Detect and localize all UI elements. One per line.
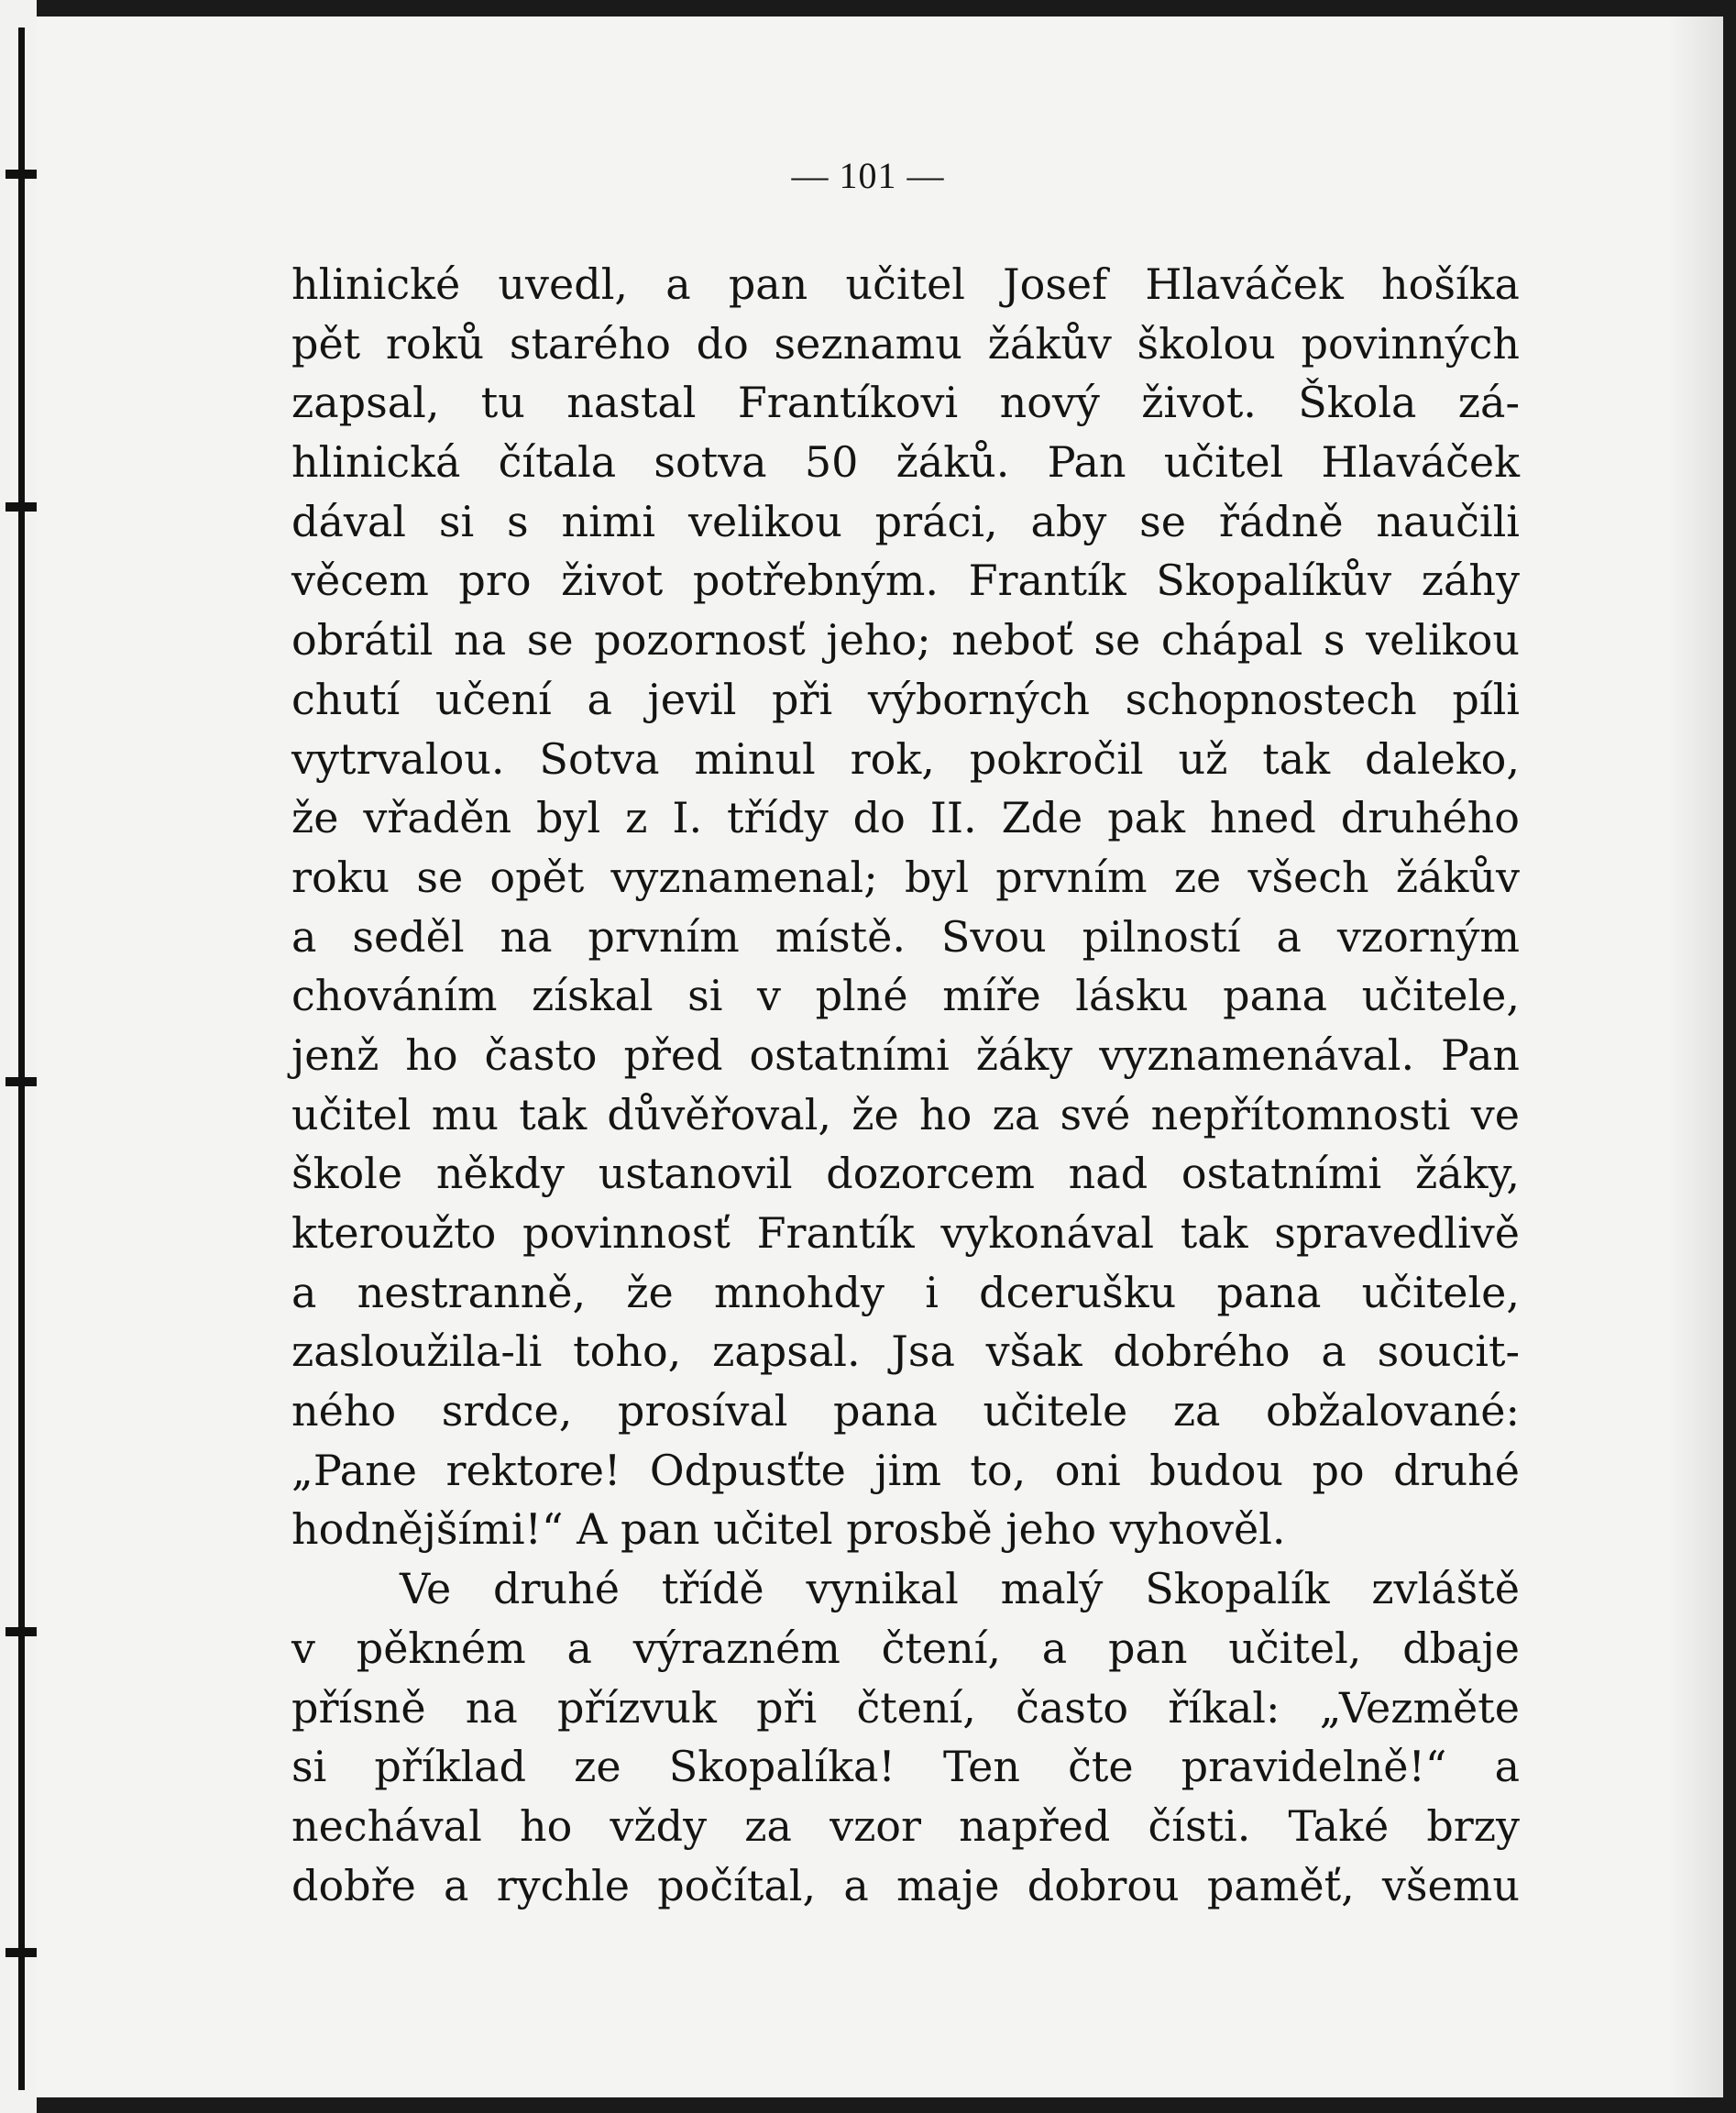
text-line: učitel mu tak důvěřoval, že ho za své nepřítomnosti ve bbox=[291, 1089, 1520, 1139]
text-line: zapsal, tu nastal Frantíkovi nový život. Škola zá- bbox=[291, 378, 1520, 428]
text-line: zasloužila-li toho, zapsal. Jsa však dobrého a soucit- bbox=[291, 1326, 1520, 1377]
page-body-text bbox=[291, 255, 1520, 1915]
text-line: chováním získal si v plné míře lásku pana učitele, bbox=[291, 971, 1520, 1021]
text-line: kteroužto povinnosť Frantík vykonával tak spravedlivě bbox=[291, 1208, 1520, 1258]
binding-stitch-mark bbox=[5, 1948, 37, 1957]
text-line: vytrvalou. Sotva minul rok, pokročil už tak daleko, bbox=[291, 733, 1520, 784]
binding-spine-line bbox=[18, 28, 25, 2090]
text-line: jenž ho často před ostatními žáky vyznamenával. Pan bbox=[291, 1029, 1520, 1080]
text-line: dával si s nimi velikou práci, aby se řádně naučili bbox=[291, 496, 1520, 546]
text-line: přísně na přízvuk při čtení, často říkal: „Vezměte bbox=[291, 1682, 1520, 1733]
text-line: hlinické uvedl, a pan učitel Josef Hlaváček hošíka bbox=[291, 259, 1520, 309]
text-line: nechával ho vždy za vzor napřed čísti. Také brzy bbox=[291, 1800, 1520, 1851]
text-line: škole někdy ustanovil dozorcem nad ostatními žáky, bbox=[291, 1149, 1520, 1199]
paragraph bbox=[291, 255, 1520, 1559]
text-line: dobře a rychle počítal, a maje dobrou paměť, všemu bbox=[291, 1860, 1520, 1910]
binding-stitch-mark bbox=[5, 1077, 37, 1086]
text-line: pět roků starého do seznamu žákův školou povinných bbox=[291, 318, 1520, 369]
text-line: roku se opět vyznamenal; byl prvním ze všech žákův bbox=[291, 852, 1520, 902]
text-line: „Pane rektore! Odpusťte jim to, oni budou po druhé bbox=[291, 1445, 1520, 1495]
text-line: hlinická čítala sotva 50 žáků. Pan učitel Hlaváček bbox=[291, 437, 1520, 488]
page-edge-shadow bbox=[1668, 17, 1723, 2097]
text-line: Ve druhé třídě vynikal malý Skopalík zvláště bbox=[400, 1564, 1520, 1614]
text-line: v pěkném a výrazném čtení, a pan učitel, dbaje bbox=[291, 1623, 1520, 1673]
text-line: věcem pro život potřebným. Frantík Skopalíkův záhy bbox=[291, 556, 1520, 606]
page-number: — 101 — bbox=[791, 155, 945, 196]
text-line: že vřaděn byl z I. třídy do II. Zde pak hned druhého bbox=[291, 793, 1520, 843]
text-line: chutí učení a jevil při výborných schopnostech píli bbox=[291, 674, 1520, 724]
text-line: a seděl na prvním místě. Svou pilností a vzorným bbox=[291, 911, 1520, 962]
text-line: hodnějšími!“ A pan učitel prosbě jeho vyhověl. bbox=[291, 1504, 1286, 1555]
text-line: si příklad ze Skopalíka! Ten čte pravidelně!“ a bbox=[291, 1742, 1520, 1792]
text-line: obrátil na se pozornosť jeho; neboť se chápal s velikou bbox=[291, 615, 1520, 666]
text-line: a nestranně, že mnohdy i dcerušku pana učitele, bbox=[291, 1267, 1520, 1317]
text-line: ného srdce, prosíval pana učitele za obžalované: bbox=[291, 1386, 1520, 1436]
binding-stitch-mark bbox=[5, 502, 37, 512]
book-binding bbox=[0, 0, 37, 2113]
binding-stitch-mark bbox=[5, 1627, 37, 1636]
paragraph bbox=[291, 1559, 1520, 1915]
